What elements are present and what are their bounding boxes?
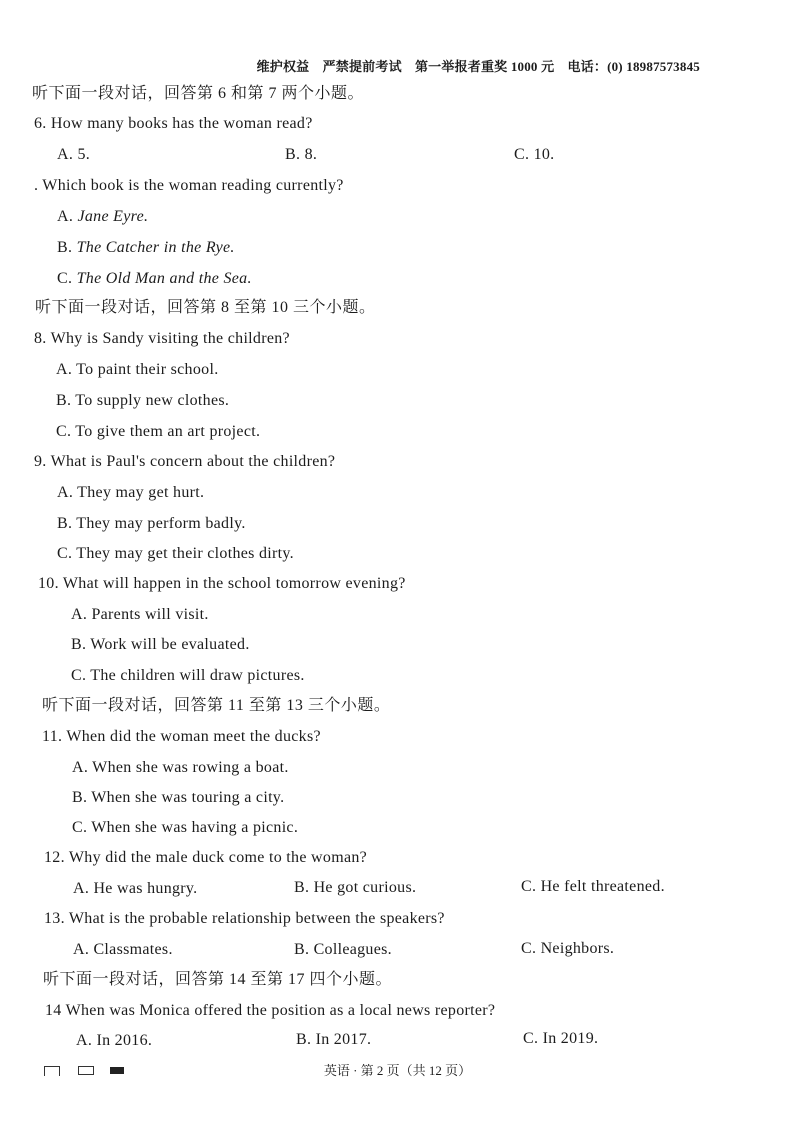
q7-option-a-letter: A. <box>57 208 74 225</box>
q14-option-b: B. In 2017. <box>296 1031 372 1048</box>
q13-option-a: A. Classmates. <box>73 941 173 958</box>
q7-option-c-title: The Old Man and the Sea. <box>76 270 252 287</box>
section-instruction-2: 听下面一段对话，回答第 8 至第 10 三个小题。 <box>35 299 376 316</box>
question-9: 9. What is Paul's concern about the children? <box>34 453 336 470</box>
q11-option-a: A. When she was rowing a boat. <box>72 759 289 776</box>
q10-option-c: C. The children will draw pictures. <box>71 667 305 684</box>
question-8: 8. Why is Sandy visiting the children? <box>34 330 290 347</box>
q7-option-a-title: Jane Eyre. <box>77 208 149 225</box>
q11-option-b: B. When she was touring a city. <box>72 789 285 806</box>
question-12: 12. Why did the male duck come to the woman? <box>44 849 368 866</box>
section-instruction-4: 听下面一段对话，回答第 14 至第 17 四个小题。 <box>43 971 393 988</box>
q13-option-b: B. Colleagues. <box>294 941 392 958</box>
q9-option-c: C. They may get their clothes dirty. <box>57 545 294 562</box>
question-13: 13. What is the probable relationship between the speakers? <box>44 910 445 927</box>
q7-option-b-title: The Catcher in the Rye. <box>76 239 235 256</box>
q8-option-b: B. To supply new clothes. <box>56 392 230 409</box>
page-footer: 英语 · 第 2 页（共 12 页） <box>323 1063 472 1078</box>
q6-option-b: B. 8. <box>285 146 318 163</box>
q9-option-b: B. They may perform badly. <box>57 515 246 532</box>
question-7: . Which book is the woman reading currently? <box>34 177 344 194</box>
section-instruction-3: 听下面一段对话，回答第 11 至第 13 三个小题。 <box>42 697 391 714</box>
q13-option-c: C. Neighbors. <box>521 940 615 957</box>
q9-option-a: A. They may get hurt. <box>57 484 205 501</box>
section-instruction-1: 听下面一段对话，回答第 6 和第 7 两个小题。 <box>32 85 365 102</box>
page-header: 维护权益 严禁提前考试 第一举报者重奖 1000 元 电话：(0) 18987573845 <box>256 59 700 74</box>
q12-option-b: B. He got curious. <box>294 879 417 896</box>
q6-option-a: A. 5. <box>57 146 91 163</box>
q12-option-c: C. He felt threatened. <box>521 878 665 895</box>
q7-option-b <box>57 238 235 258</box>
q11-option-c: C. When she was having a picnic. <box>72 819 299 836</box>
q8-option-c: C. To give them an art project. <box>56 423 261 440</box>
q10-option-b: B. Work will be evaluated. <box>71 636 250 653</box>
q7-option-c-letter: C. <box>57 270 73 287</box>
question-14: 14 When was Monica offered the position as a local news reporter? <box>45 1002 496 1019</box>
q7-option-a <box>57 207 148 227</box>
q10-option-a: A. Parents will visit. <box>71 606 209 623</box>
q7-option-b-letter: B. <box>57 239 73 256</box>
question-11: 11. When did the woman meet the ducks? <box>42 728 321 745</box>
q14-option-a: A. In 2016. <box>76 1032 153 1049</box>
q12-option-a: A. He was hungry. <box>73 880 198 897</box>
q7-option-c <box>57 269 252 289</box>
q14-option-c: C. In 2019. <box>523 1030 599 1047</box>
q8-option-a: A. To paint their school. <box>56 361 219 378</box>
q6-option-c: C. 10. <box>514 146 555 163</box>
question-10: 10. What will happen in the school tomorrow evening? <box>38 575 406 592</box>
question-6: 6. How many books has the woman read? <box>34 115 313 132</box>
